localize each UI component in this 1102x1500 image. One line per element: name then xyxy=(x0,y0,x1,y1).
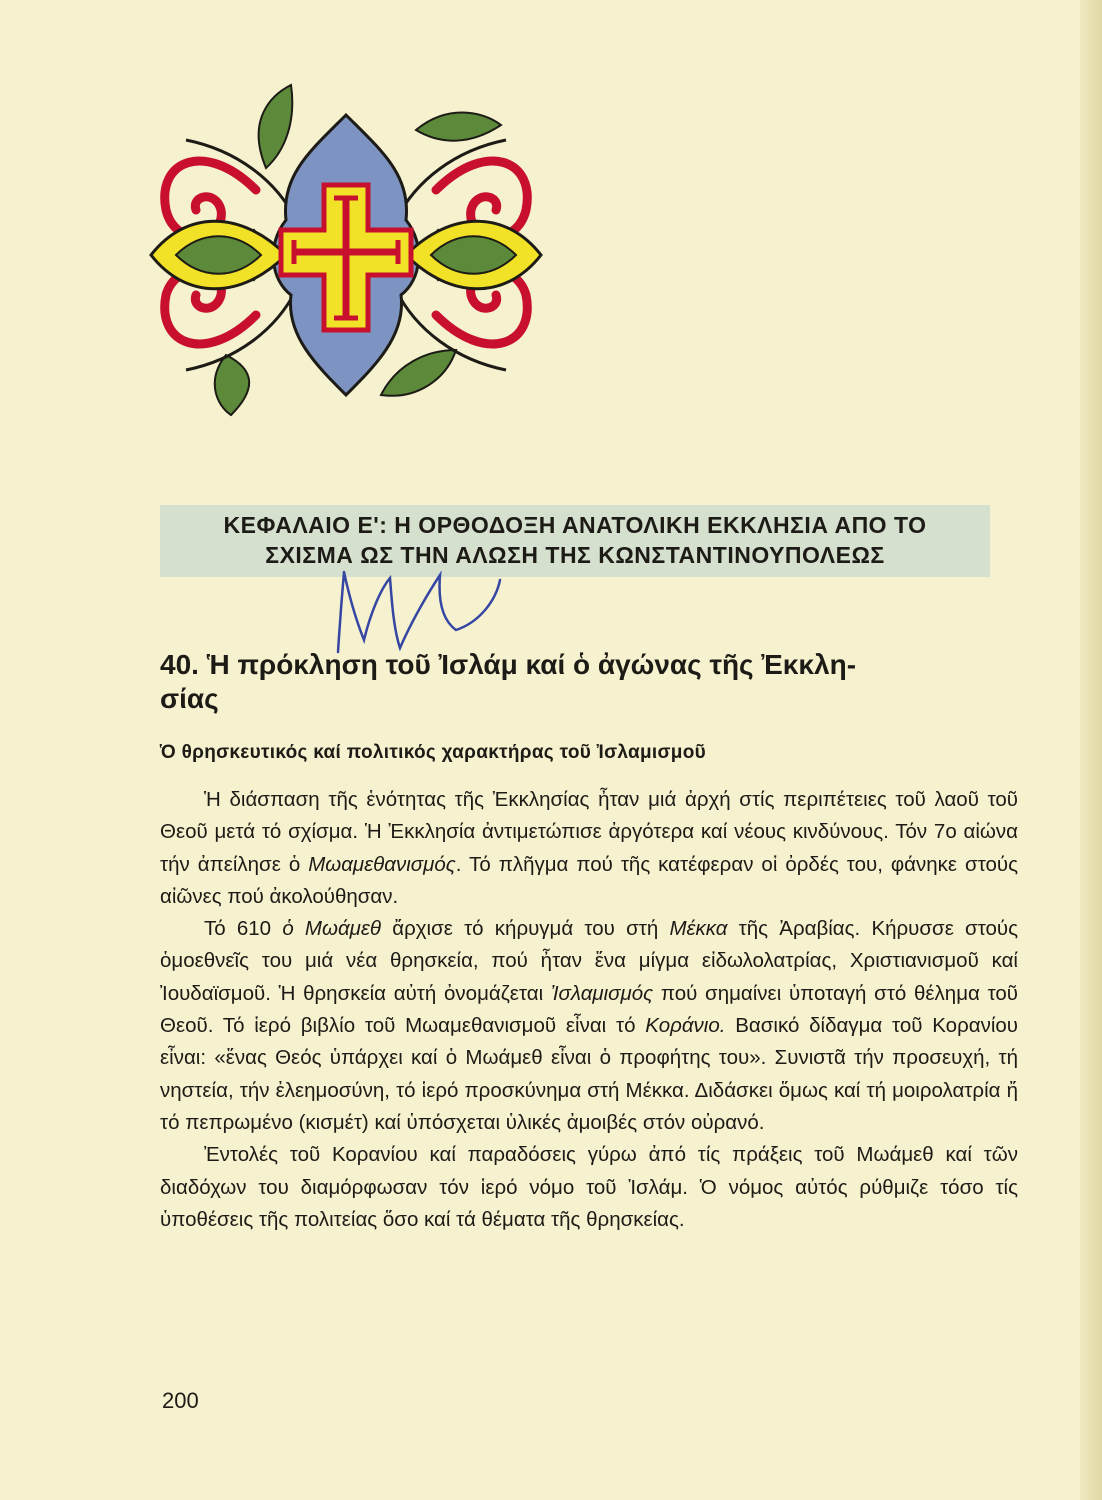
italic-term: Μωαμεθανισμός xyxy=(308,852,456,876)
text-run: ἄρχισε τό κήρυγμά του στή xyxy=(381,917,670,941)
section-heading xyxy=(160,648,1020,716)
italic-term: Ἰσλαμισμός xyxy=(550,981,654,1005)
page-spine-shadow xyxy=(1080,0,1102,1500)
cross-ornament-icon xyxy=(146,80,546,420)
chapter-title-line1: ΚΕΦΑΛΑΙΟ Ε': Η ΟΡΘΟΔΟΞΗ ΑΝΑΤΟΛΙΚΗ ΕΚΚΛΗΣΙΑ ΑΠΟ ΤΟ xyxy=(223,512,927,538)
subsection-heading: Ὁ θρησκευτικός καί πολιτικός χαρακτήρας τοῦ Ἰσλαμισμοῦ xyxy=(160,742,707,763)
paragraph-3: Ἐντολές τοῦ Κορανίου καί παραδόσεις γύρω ἀπό τίς πράξεις τοῦ Μωάμεθ καί τῶν διαδόχων του διαμόρφωσαν τόν ἱερό νόμο τοῦ Ἰσλάμ. Ὁ νόμος αὐτός ρύθμιζε τόσο τίς ὑποθέσεις τῆς πολιτείας ὅσο καί τά θέματα τῆς θρησκείας. xyxy=(160,1143,1018,1231)
body-text xyxy=(160,784,1018,1236)
text-run: . Τό πλῆγμα πού τῆς κατέφεραν οἱ ὀρδές του, φάνηκε στούς αἰῶνες πού ἀκολούθησαν. xyxy=(160,852,1018,908)
text-run: πού σημαίνει ὑποταγή στό θέλημα τοῦ Θεοῦ. Τό ἱερό βιβλίο τοῦ Μωαμεθανισμοῦ εἶναι τό xyxy=(160,981,1019,1038)
text-run: Ἡ διάσπαση τῆς ἑνότητας τῆς Ἐκκλησίας ἦταν μιά ἀρχή στίς περιπέτειες τοῦ λαοῦ τοῦ Θεοῦ μετά τό σχίσμα. Ἡ Ἐκκλησία ἀντιμετώπισε ἀργότερα καί νέους κινδύνους. Τόν 7ο αἰώνα τήν ἀπείλησε ὁ xyxy=(160,788,1018,876)
text-run: τῆς Ἀραβίας. Κήρυσσε στούς ὁμοεθνεῖς του μιά νέα θρησκεία, πού ἦταν ἕνα μίγμα εἰδωλολατρίας, Χριστιανισμοῦ καί Ἰουδαϊσμοῦ. Ἡ θρησκεία αὐτή ὀνομάζεται xyxy=(160,917,1018,1005)
chapter-title-line2: ΣΧΙΣΜΑ ΩΣ ΤΗΝ ΑΛΩΣΗ ΤΗΣ ΚΩΝΣΤΑΝΤΙΝΟΥΠΟΛΕΩΣ xyxy=(265,542,885,568)
handwritten-mark-icon xyxy=(320,560,520,660)
paragraph-1 xyxy=(160,784,1018,913)
italic-term: Μέκκα xyxy=(669,917,728,941)
text-run: Βασικό δίδαγμα τοῦ Κορανίου εἶναι: «ἕνας Θεός ὑπάρχει καί ὁ Μωάμεθ εἶναι ὁ προφήτης του». Συνιστᾶ τήν προσευχή, τή νηστεία, τήν ἐλεημοσύνη, τό ἱερό προσκύνημα στή Μέκκα. Διδάσκει ὅμως καί τή μοιρολατρία ἤ τό πεπρωμένο (κισμέτ) καί ὑπόσχεται ὑλικές ἀμοιβές στόν οὐρανό. xyxy=(160,1014,1018,1134)
italic-term: Κοράνιο. xyxy=(645,1014,726,1038)
section-heading-line1: 40. Ἡ πρόκληση τοῦ Ἰσλάμ καί ὁ ἀγώνας τῆς Ἐκκλη- xyxy=(160,649,857,680)
text-run: Τό 610 xyxy=(204,917,283,941)
italic-term: ὁ Μωάμεθ xyxy=(282,917,382,941)
paragraph-2 xyxy=(160,913,1018,1139)
section-heading-line2: σίας xyxy=(160,683,219,714)
chapter-title xyxy=(160,510,990,570)
page-number: 200 xyxy=(162,1388,199,1413)
